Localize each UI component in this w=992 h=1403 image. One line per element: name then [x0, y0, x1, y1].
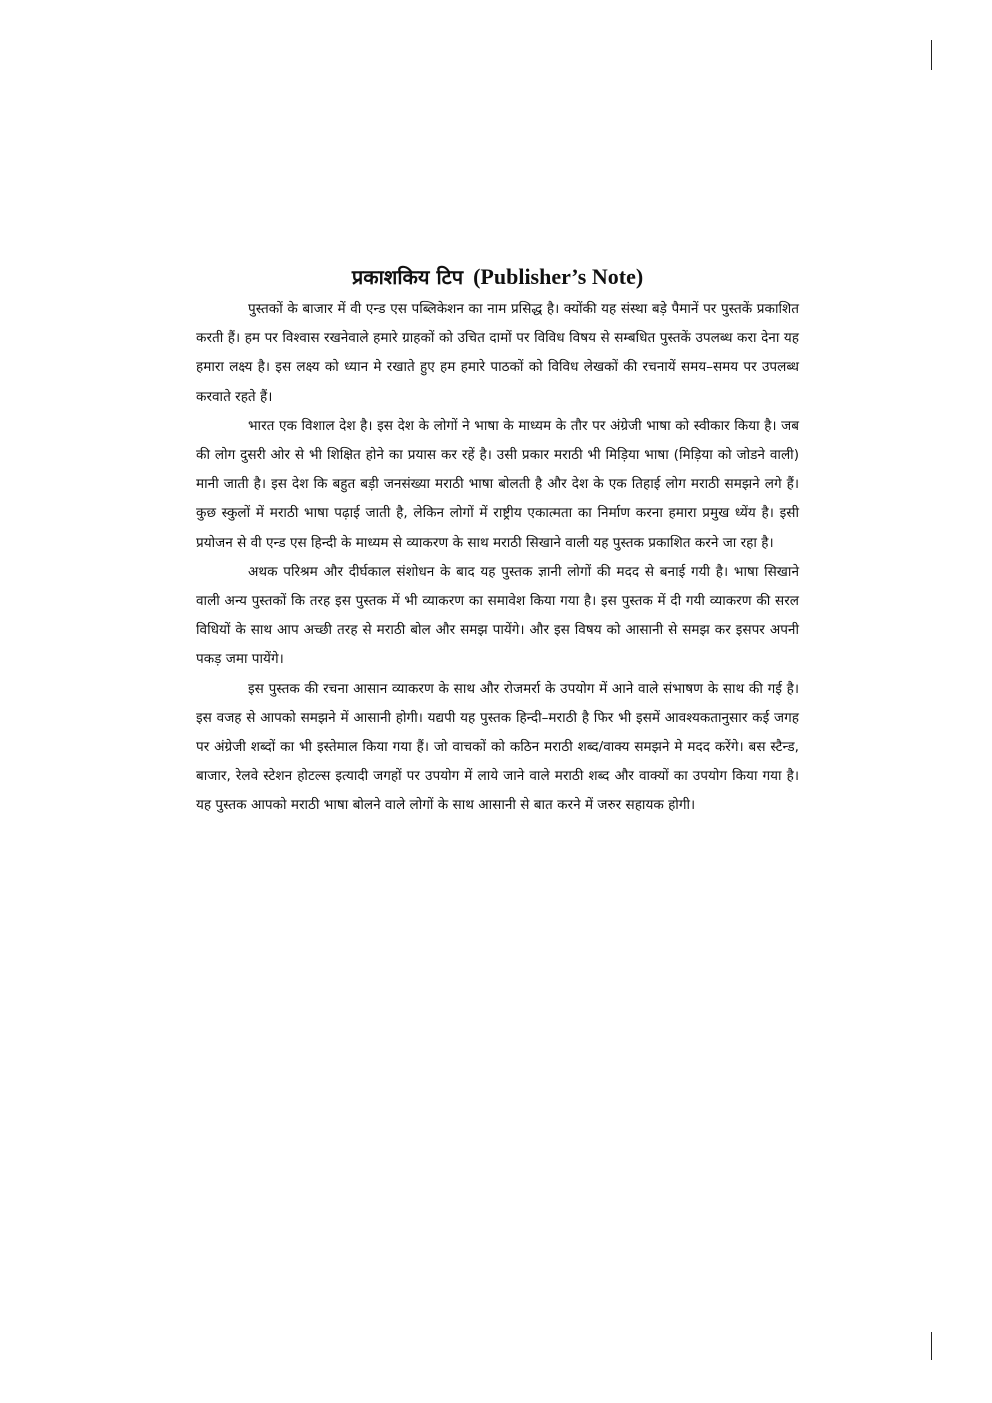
note-body: [196, 295, 799, 821]
paragraph-2: भारत एक विशाल देश है। इस देश के लोगों ने भाषा के माध्यम के तौर पर अंग्रेजी भाषा को स्वीकार किया है। जब की लोग दुसरी ओर से भी शिक्षित होने का प्रयास कर रहें है। उसी प्रकार मराठी भी मिड़िया भाषा (मिड़िया को जोडने वाली) मानी जाती है। इस देश कि बहुत बड़ी जनसंख्या मराठी भाषा बोलती है और देश के एक तिहाई लोग मराठी समझने लगे हैं। कुछ स्कुलों में मराठी भाषा पढ़ाई जाती है, लेकिन लोगों में राष्ट्रीय एकात्मता का निर्माण करना हमारा प्रमुख ध्येंय है। इसी प्रयोजन से वी एन्ड एस हिन्दी के माध्यम से व्याकरण के साथ मराठी सिखाने वाली यह पुस्तक प्रकाशित करने जा रहा है।: [196, 417, 799, 551]
paragraph-3: अथक परिश्रम और दीर्घकाल संशोधन के बाद यह पुस्तक ज्ञानी लोगों की मदद से बनाई गयी है। भाषा सिखाने वाली अन्य पुस्तकों कि तरह इस पुस्तक में भी व्याकरण का समावेश किया गया है। इस पुस्तक में दी गयी व्याकरण की सरल विधियों के साथ आप अच्छी तरह से मराठी बोल और समझ पायेंगे। और इस विषय को आसानी से समझ कर इसपर अपनी पकड़ जमा पायेंगे।: [196, 563, 799, 668]
paragraph-4: इस पुस्तक की रचना आसान व्याकरण के साथ और रोजमर्रा के उपयोग में आने वाले संभाषण के साथ की गई है। इस वजह से आपको समझने में आसानी होगी। यद्यपी यह पुस्तक हिन्दी–मराठी है फिर भी इसमें आवश्यकतानुसार कई जगह पर अंग्रेजी शब्दों का भी इस्तेमाल किया गया हैं। जो वाचकों को कठिन मराठी शब्द/वाक्य समझने मे मदद करेंगे। बस स्टैन्ड, बाजार, रेलवे स्टेशन होटल्स इत्यादी जगहों पर उपयोग में लाये जाने वाले मराठी शब्द और वाक्यों का उपयोग किया गया है। यह पुस्तक आपको मराठी भाषा बोलने वाले लोगों के साथ आसानी से बात करने में जरुर सहायक होगी।: [196, 680, 799, 814]
paragraph-1: पुस्तकों के बाजार में वी एन्ड एस पब्लिकेशन का नाम प्रसिद्ध है। क्योंकी यह संस्था बड़े पैमानें पर पुस्तकें प्रकाशित करती हैं। हम पर विश्वास रखनेवाले हमारे ग्राहकों को उचित दामों पर विविध विषय से सम्बधित पुस्तकें उपलब्ध करा देना यह हमारा लक्ष्य है। इस लक्ष्य को ध्यान मे रखाते हुए हम हमारे पाठकों को विविध लेखकों की रचनायें समय–समय पर उपलब्ध करवाते रहते हैं।: [196, 301, 799, 405]
page-title: [196, 262, 799, 292]
page-title-hindi: प्रकाशकिय टिप: [351, 265, 464, 289]
crop-mark-top: [931, 40, 932, 70]
page-title-english: (Publisher’s Note): [473, 264, 644, 289]
crop-mark-bottom: [931, 1332, 932, 1360]
